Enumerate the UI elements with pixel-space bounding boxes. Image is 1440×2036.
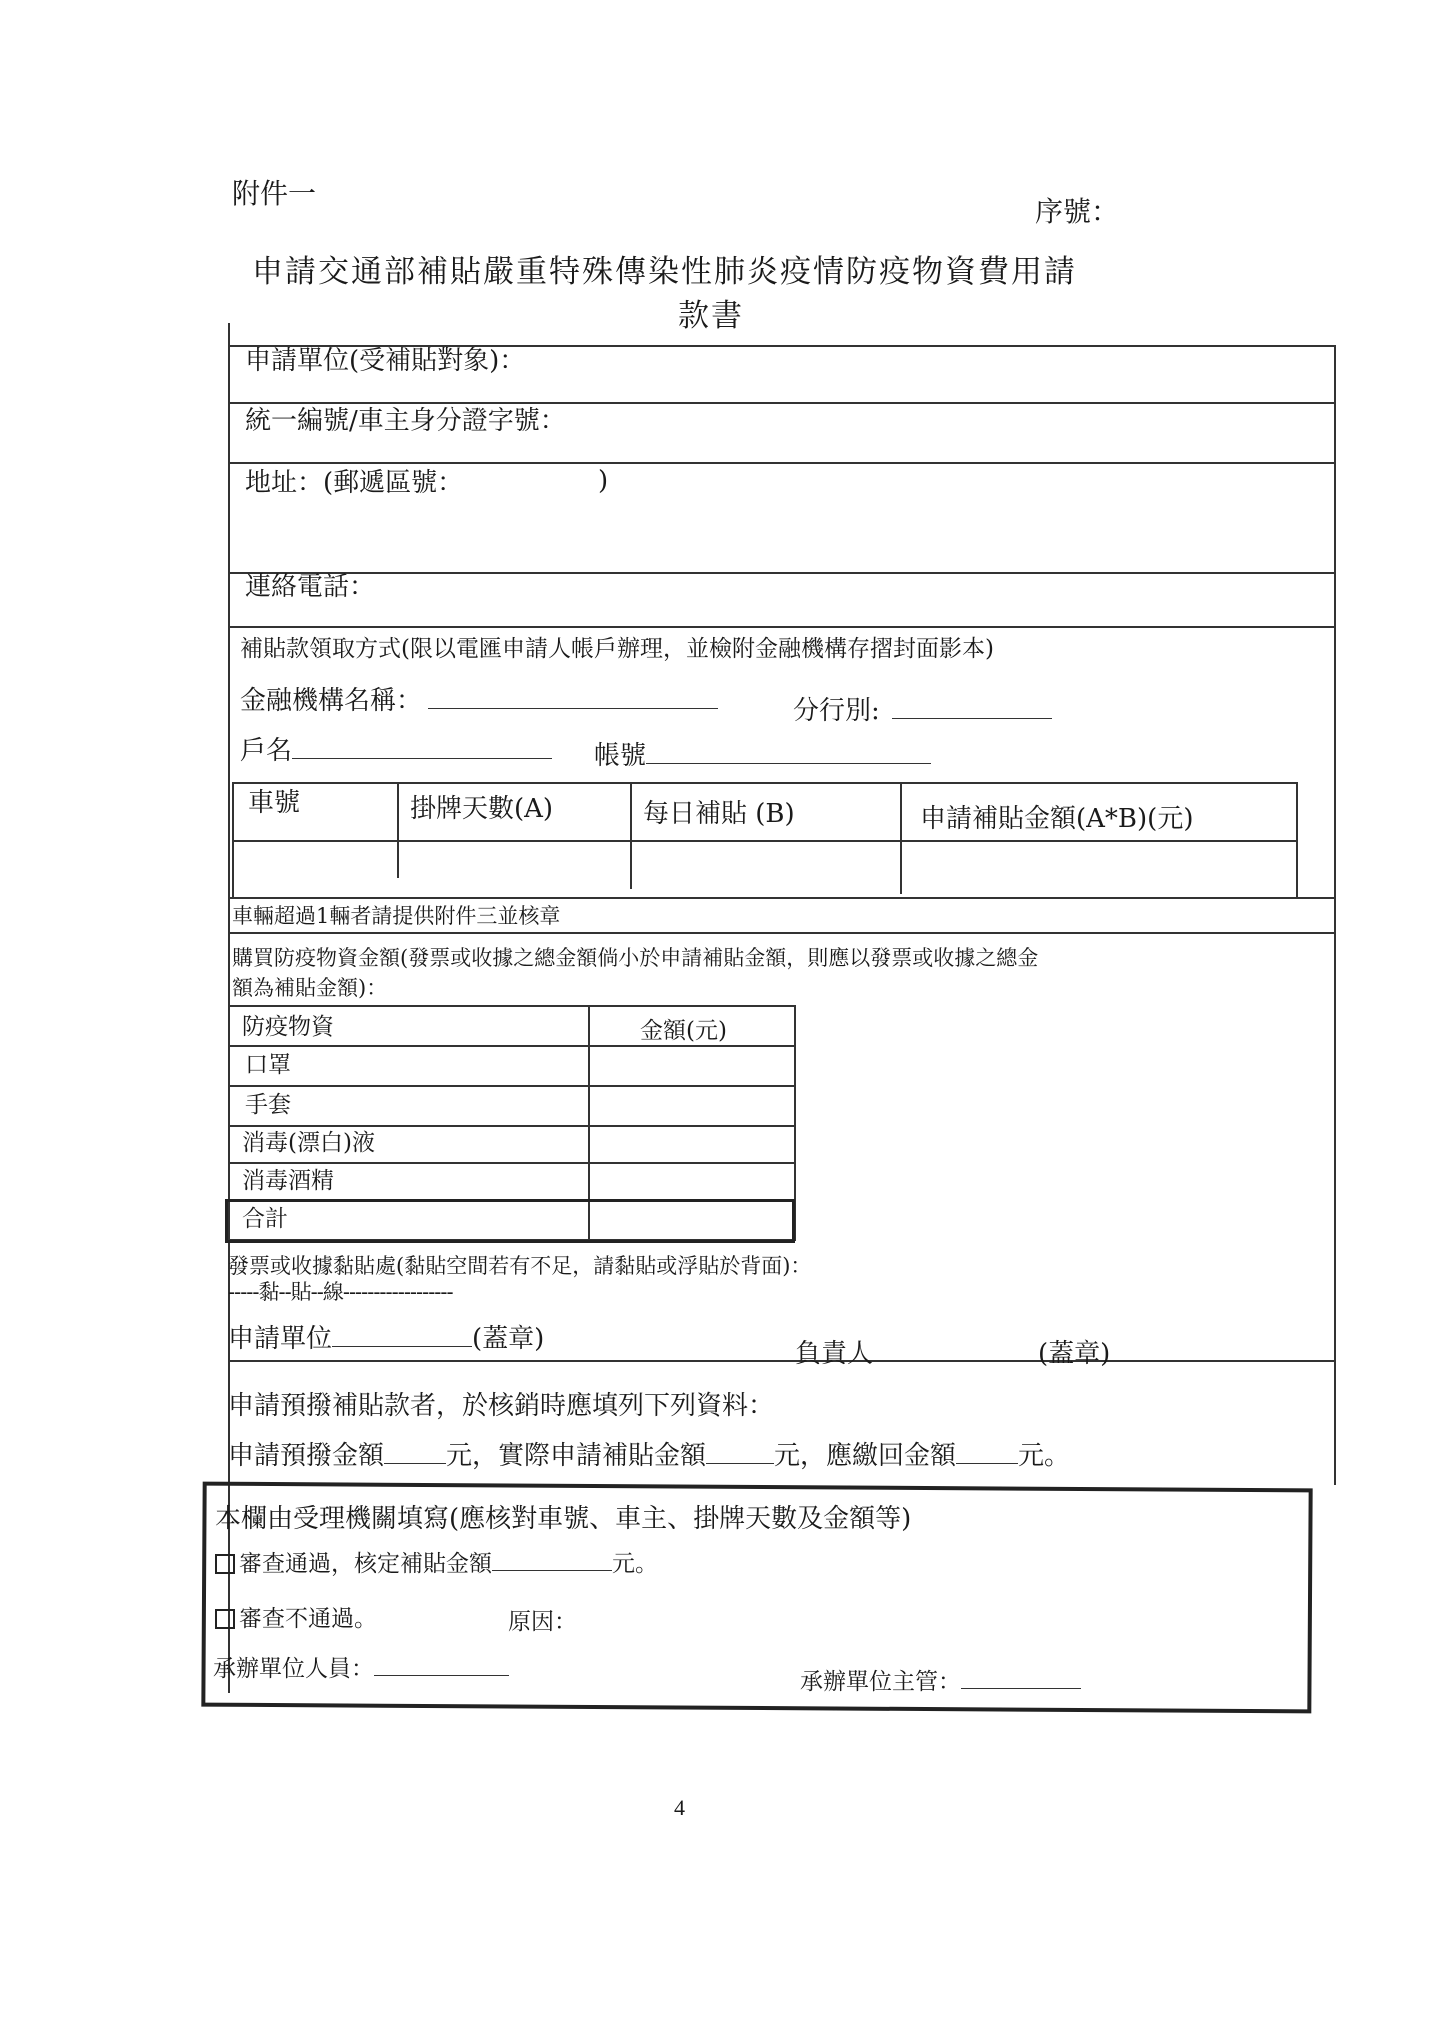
supervisor-blank[interactable] <box>961 1666 1081 1689</box>
prepay-amount-label: 申請預撥金額 <box>228 1441 385 1471</box>
supervisor-label: 承辦單位主管： <box>800 1669 961 1695</box>
vehicle-col-daily: 每日補貼 (B) <box>643 799 795 829</box>
supplies-col-item: 防疫物資 <box>242 1014 334 1040</box>
prepay-return-label: 元，應繳回金額 <box>774 1441 957 1471</box>
rule <box>228 626 1336 628</box>
applicant-field[interactable]: 申請單位(受補貼對象)： <box>245 346 526 376</box>
form-title-line1: 申請交通部補貼嚴重特殊傳染性肺炎疫情防疫物資費用請 <box>252 254 1077 290</box>
bank-name-field[interactable] <box>240 680 718 717</box>
account-no-label: 帳號 <box>594 741 647 771</box>
prepay-amount-blank[interactable] <box>384 1441 446 1464</box>
approve-yuan: 元。 <box>612 1551 658 1577</box>
reject-label: 審查不通過。 <box>239 1606 377 1632</box>
account-no-blank[interactable] <box>646 741 931 764</box>
staff-label: 承辦單位人員： <box>213 1656 374 1682</box>
bank-name-blank[interactable] <box>428 686 718 709</box>
bank-name-label: 金融機構名稱： <box>240 686 423 716</box>
prepay-return-blank[interactable] <box>956 1441 1018 1464</box>
supplies-row-alcohol: 消毒酒精 <box>242 1168 334 1194</box>
prepay-amount-line[interactable] <box>228 1435 1070 1472</box>
supplies-row-mask: 口罩 <box>245 1052 291 1078</box>
id-number-field[interactable]: 統一編號/車主身分證字號： <box>245 406 566 436</box>
sign-unit-blank[interactable] <box>332 1324 472 1347</box>
sign-unit-field[interactable] <box>228 1318 544 1355</box>
account-name-field[interactable] <box>240 730 552 767</box>
staff-blank[interactable] <box>374 1653 509 1676</box>
branch-blank[interactable] <box>892 696 1052 719</box>
payment-method-label: 補貼款領取方式(限以電匯申請人帳戶辦理，並檢附金融機構存摺封面影本) <box>240 636 994 662</box>
approve-checkbox[interactable] <box>215 1554 235 1574</box>
prepay-end-label: 元。 <box>1018 1441 1071 1471</box>
branch-label: 分行別: <box>793 696 880 726</box>
prepay-actual-label: 元，實際申請補貼金額 <box>446 1441 707 1471</box>
account-no-field[interactable] <box>594 735 931 772</box>
supervisor-field[interactable] <box>800 1663 1081 1696</box>
frame-right <box>1334 345 1336 1485</box>
rule <box>228 1360 1336 1362</box>
form-title-line2: 款書 <box>678 298 744 334</box>
vehicle-note: 車輛超過1輛者請提供附件三並核章 <box>232 904 561 928</box>
approve-row[interactable] <box>215 1545 658 1578</box>
sign-person-seal: (蓋章) <box>1038 1339 1111 1369</box>
account-name-label: 戶名 <box>240 736 293 766</box>
sign-unit-label: 申請單位 <box>228 1324 333 1354</box>
row-divider <box>228 1085 796 1087</box>
account-name-blank[interactable] <box>292 736 552 759</box>
reason-label: 原因： <box>508 1609 577 1635</box>
purchase-note-line2: 額為補貼金額)： <box>232 976 388 1000</box>
sign-person-blank[interactable] <box>873 1339 1038 1362</box>
address-field[interactable]: 地址：(郵遞區號： <box>245 468 464 498</box>
row-divider <box>228 1045 796 1047</box>
approve-label: 審查通過，核定補貼金額 <box>239 1551 492 1577</box>
approve-amount-blank[interactable] <box>492 1548 612 1571</box>
vehicle-table-row-divider <box>232 840 1298 842</box>
rule <box>228 572 1336 574</box>
reject-checkbox[interactable] <box>215 1609 235 1629</box>
vehicle-col-amount: 申請補貼金額(A*B)(元) <box>920 804 1194 834</box>
address-close-paren: ) <box>598 466 609 496</box>
attachment-label: 附件一 <box>232 177 317 210</box>
supplies-total-row <box>225 1199 795 1243</box>
page-number: 4 <box>674 1795 685 1820</box>
col-divider <box>630 782 632 889</box>
supplies-row-total: 合計 <box>242 1206 288 1232</box>
rule <box>228 932 1336 934</box>
supplies-row-gloves: 手套 <box>245 1092 291 1118</box>
branch-field[interactable] <box>793 690 1052 727</box>
staff-field[interactable] <box>213 1650 509 1683</box>
reject-row[interactable] <box>215 1600 377 1633</box>
receipt-paste-label: 發票或收據黏貼處(黏貼空間若有不足，請黏貼或浮貼於背面)： <box>228 1254 812 1278</box>
phone-field[interactable]: 連絡電話： <box>245 572 376 602</box>
col-divider <box>397 782 399 878</box>
glue-line: -----黏--貼--線------------------ <box>228 1280 453 1304</box>
supplies-row-bleach: 消毒(漂白)液 <box>242 1130 375 1156</box>
serial-number-label: 序號： <box>1035 195 1120 228</box>
prepay-actual-blank[interactable] <box>706 1441 774 1464</box>
vehicle-col-days: 掛牌天數(A) <box>410 794 554 824</box>
prepay-note: 申請預撥補貼款者，於核銷時應填列下列資料： <box>228 1391 775 1421</box>
sign-person-label: 負責人 <box>795 1339 874 1369</box>
sign-unit-seal: (蓋章) <box>472 1324 545 1354</box>
vehicle-col-plate: 車號 <box>248 788 301 818</box>
purchase-note-line1: 購買防疫物資金額(發票或收據之總金額倘小於申請補貼金額，則應以發票或收據之總金 <box>232 946 1039 970</box>
official-use-title: 本欄由受理機關填寫(應核對車號、車主、掛牌天數及金額等) <box>215 1504 912 1534</box>
supplies-col-amount: 金額(元) <box>640 1018 727 1044</box>
col-divider <box>900 782 902 894</box>
sign-person-field[interactable] <box>795 1333 1110 1370</box>
